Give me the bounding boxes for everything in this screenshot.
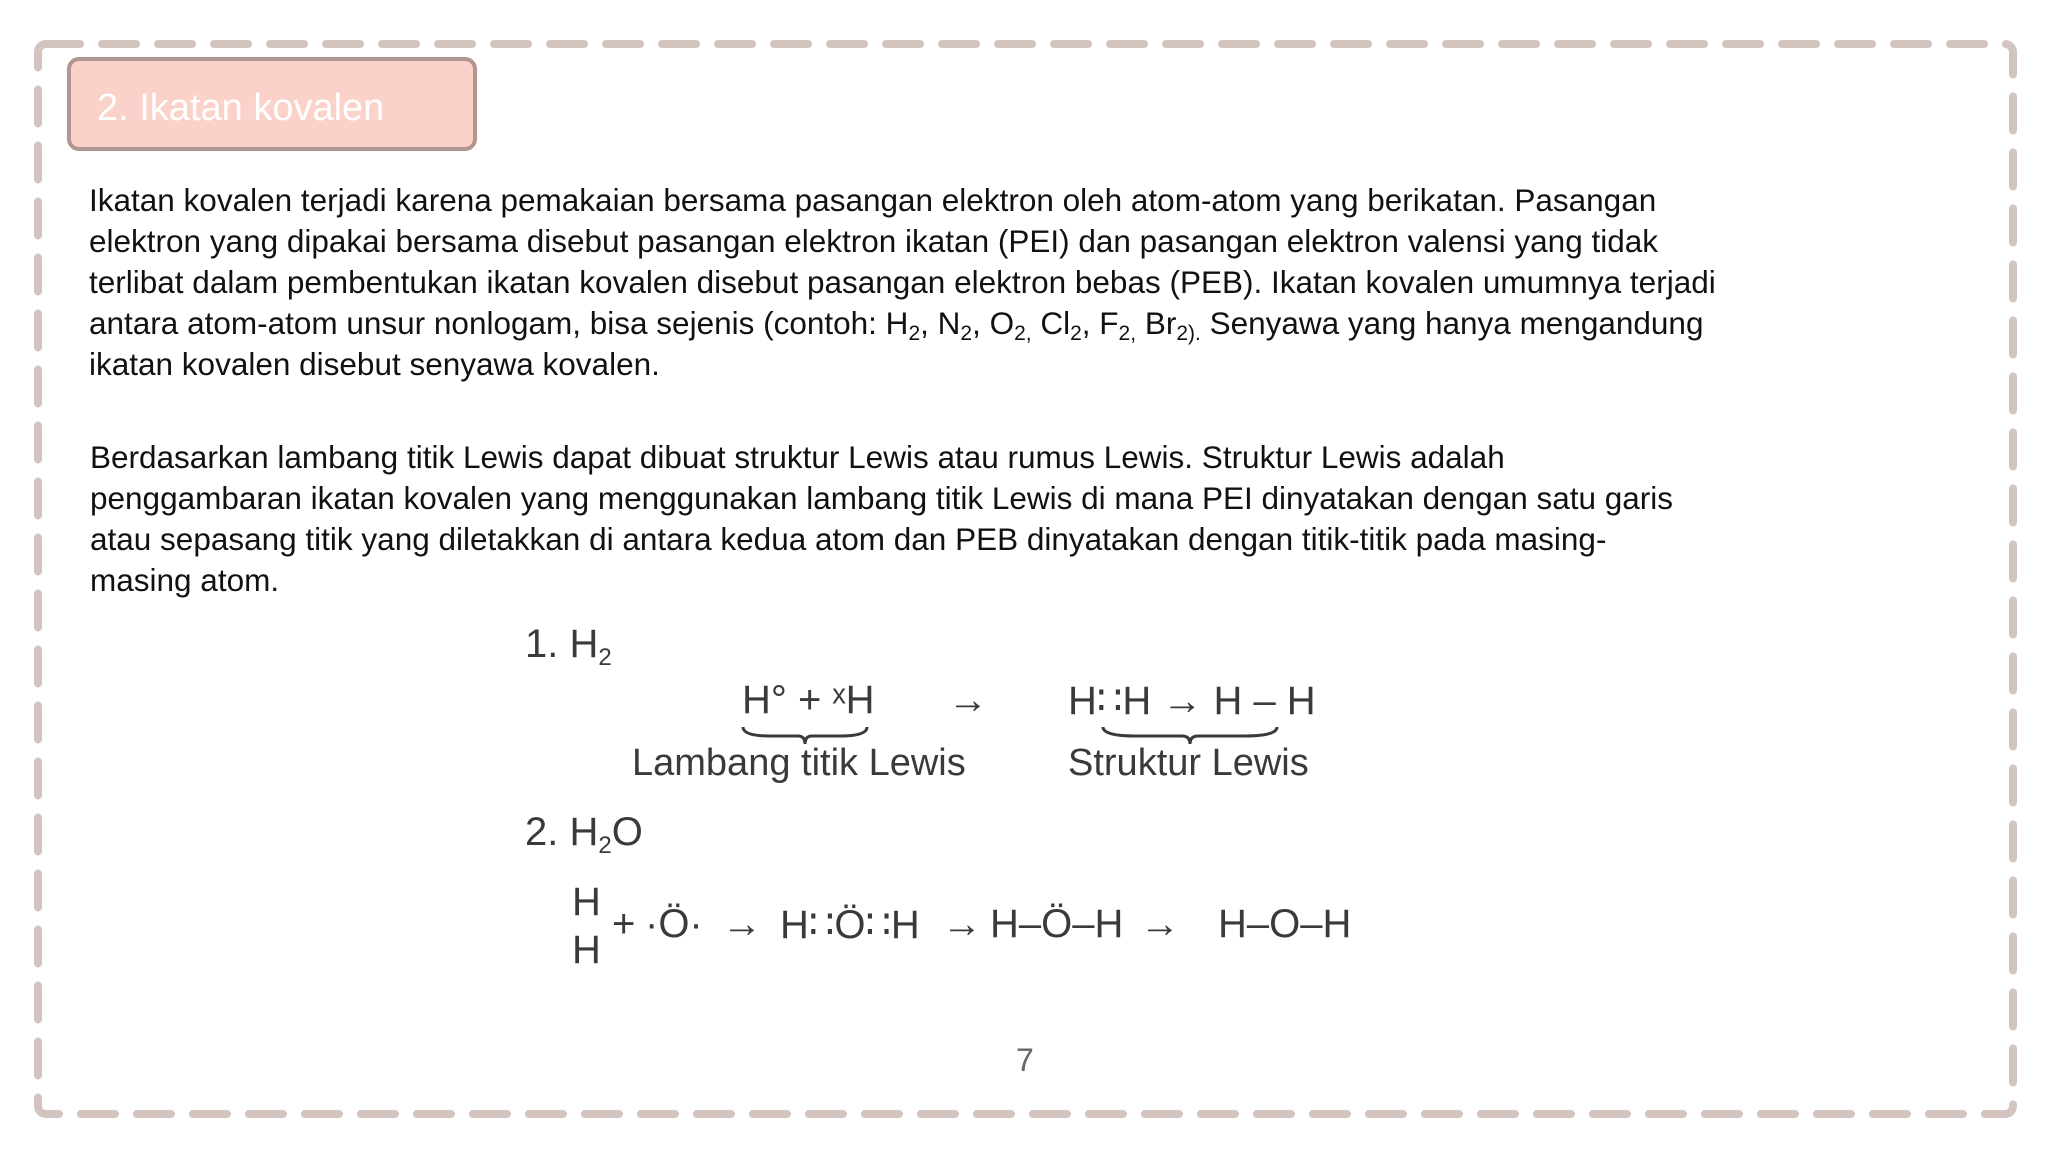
text: Senyawa yang hanya mengandung (1200, 305, 1704, 341)
label-text: 2. H (525, 810, 599, 854)
p1-line-formulas (89, 303, 1889, 344)
subscript: 2 (908, 322, 921, 345)
text: antara atom-atom unsur nonlogam, bisa sejenis (contoh: H (89, 305, 909, 341)
arrow-icon: → (948, 678, 988, 722)
page-number: 7 (1016, 1042, 1034, 1078)
p1-line: elektron yang dipakai bersama disebut pasangan elektron ikatan (PEI) dan pasangan elektron valensi yang tidak (89, 223, 1659, 259)
p1-line: Ikatan kovalen terjadi karena pemakaian bersama pasangan elektron oleh atom-atom yang berikatan. Pasangan (89, 182, 1657, 218)
paragraph-covalent-definition (89, 180, 1889, 385)
h2o-line-structure: H–O–H (1218, 902, 1352, 946)
subscript: 2 (598, 644, 612, 671)
h-atom-bottom: H (572, 928, 601, 972)
label-lewis-structure: Struktur Lewis (1068, 742, 1309, 784)
section-title: 2. Ikatan kovalen (97, 87, 385, 129)
arrow-icon: → (942, 902, 982, 946)
h2-lewis-structure: H∷H → H – H (1068, 679, 1316, 723)
label-lewis-symbol: Lambang titik Lewis (632, 742, 966, 784)
subscript: 2, (1118, 322, 1137, 345)
example-2-label (525, 810, 643, 859)
h-atom-top: H (572, 880, 601, 924)
subscript: 2, (1014, 322, 1032, 345)
plus-sign: + (612, 902, 636, 946)
section-title-box (67, 57, 477, 151)
p1-line: ikatan kovalen disebut senyawa kovalen. (89, 346, 660, 382)
label-text: O (611, 810, 643, 854)
p2-line: penggambaran ikatan kovalen yang menggunakan lambang titik Lewis di mana PEI dinyatakan dengan satu garis (90, 480, 1674, 516)
text: , O (972, 305, 1015, 341)
p1-line: terlibat dalam pembentukan ikatan kovalen disebut pasangan elektron bebas (PEB). Ikatan kovalen umumnya terjadi (89, 264, 1716, 300)
text: , N (920, 305, 961, 341)
p2-line: masing atom. (90, 562, 280, 598)
paragraph-lewis-structure (90, 437, 1870, 601)
text: , F (1081, 305, 1119, 341)
subscript: 2 (960, 322, 973, 345)
h2-lewis-dots: H° + ˣH (742, 678, 875, 722)
text: Cl (1031, 305, 1071, 341)
arrow-icon: → (722, 902, 762, 946)
subscript: 2). (1176, 322, 1201, 345)
p2-line: atau sepasang titik yang diletakkan di antara kedua atom dan PEB dinyatakan dengan titik-titik pada masing- (90, 521, 1607, 557)
subscript: 2 (598, 832, 612, 859)
label-text: 1. H (525, 622, 599, 666)
subscript: 2 (1070, 322, 1082, 345)
h2o-dot-structure: H∷Ö∷H (780, 903, 920, 947)
p2-line: Berdasarkan lambang titik Lewis dapat dibuat struktur Lewis atau rumus Lewis. Struktur Lewis adalah (90, 439, 1505, 475)
text: Br (1136, 305, 1177, 341)
h2o-line-dot-structure: H–Ö–H (990, 902, 1124, 946)
o-lewis-dots: ·Ö· (645, 902, 703, 946)
arrow-icon: → (1140, 902, 1180, 946)
example-1-label (525, 622, 612, 671)
